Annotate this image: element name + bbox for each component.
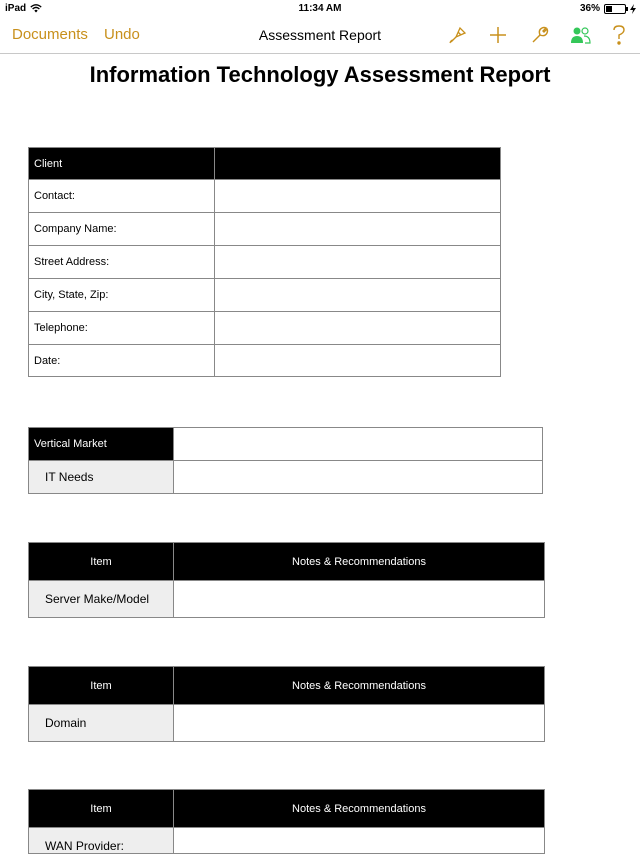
date-cell[interactable] <box>215 345 501 377</box>
server-notes-cell[interactable] <box>174 581 545 618</box>
notes-header: Notes & Recommendations <box>174 667 545 705</box>
vertical-market-header: Vertical Market <box>29 428 174 461</box>
charging-bolt-icon <box>630 4 636 14</box>
add-icon[interactable] <box>486 23 510 47</box>
battery-percent: 36% <box>579 3 600 14</box>
telephone-label: Telephone: <box>29 312 215 345</box>
help-icon[interactable] <box>607 23 631 47</box>
city-state-zip-cell[interactable] <box>215 279 501 312</box>
item-table-domain <box>28 666 545 742</box>
client-header-value[interactable] <box>215 148 501 180</box>
document-title: Information Technology Assessment Report <box>89 62 551 87</box>
clock: 11:34 AM <box>298 3 342 14</box>
vertical-market-table <box>28 427 543 494</box>
battery-icon <box>604 4 626 14</box>
client-table <box>28 147 501 377</box>
wan-notes-cell[interactable] <box>174 828 545 854</box>
item-table-server <box>28 542 545 618</box>
status-bar <box>0 0 640 18</box>
company-name-cell[interactable] <box>215 213 501 246</box>
toolbar <box>0 18 640 54</box>
wrench-icon[interactable] <box>528 23 552 47</box>
wan-provider-label: WAN Provider: <box>29 828 174 854</box>
item-table-wan <box>28 789 545 854</box>
contact-cell[interactable] <box>215 180 501 213</box>
it-needs-label: IT Needs <box>29 461 174 494</box>
undo-button[interactable]: Undo <box>104 26 140 43</box>
format-brush-icon[interactable] <box>446 23 470 47</box>
device-name: iPad <box>5 3 27 14</box>
item-header: Item <box>29 790 174 828</box>
documents-button[interactable]: Documents <box>12 26 88 43</box>
domain-label: Domain <box>29 705 174 742</box>
item-header: Item <box>29 667 174 705</box>
client-header: Client <box>29 148 215 180</box>
telephone-cell[interactable] <box>215 312 501 345</box>
item-header: Item <box>29 543 174 581</box>
it-needs-cell[interactable] <box>174 461 543 494</box>
contact-label: Contact: <box>29 180 215 213</box>
company-name-label: Company Name: <box>29 213 215 246</box>
domain-notes-cell[interactable] <box>174 705 545 742</box>
notes-header: Notes & Recommendations <box>174 790 545 828</box>
document-name: Assessment Report <box>258 27 382 43</box>
vertical-market-cell[interactable] <box>174 428 543 461</box>
collaborate-icon[interactable] <box>569 23 593 47</box>
date-label: Date: <box>29 345 215 377</box>
street-address-label: Street Address: <box>29 246 215 279</box>
server-make-model-label: Server Make/Model <box>29 581 174 618</box>
notes-header: Notes & Recommendations <box>174 543 545 581</box>
city-state-zip-label: City, State, Zip: <box>29 279 215 312</box>
street-address-cell[interactable] <box>215 246 501 279</box>
